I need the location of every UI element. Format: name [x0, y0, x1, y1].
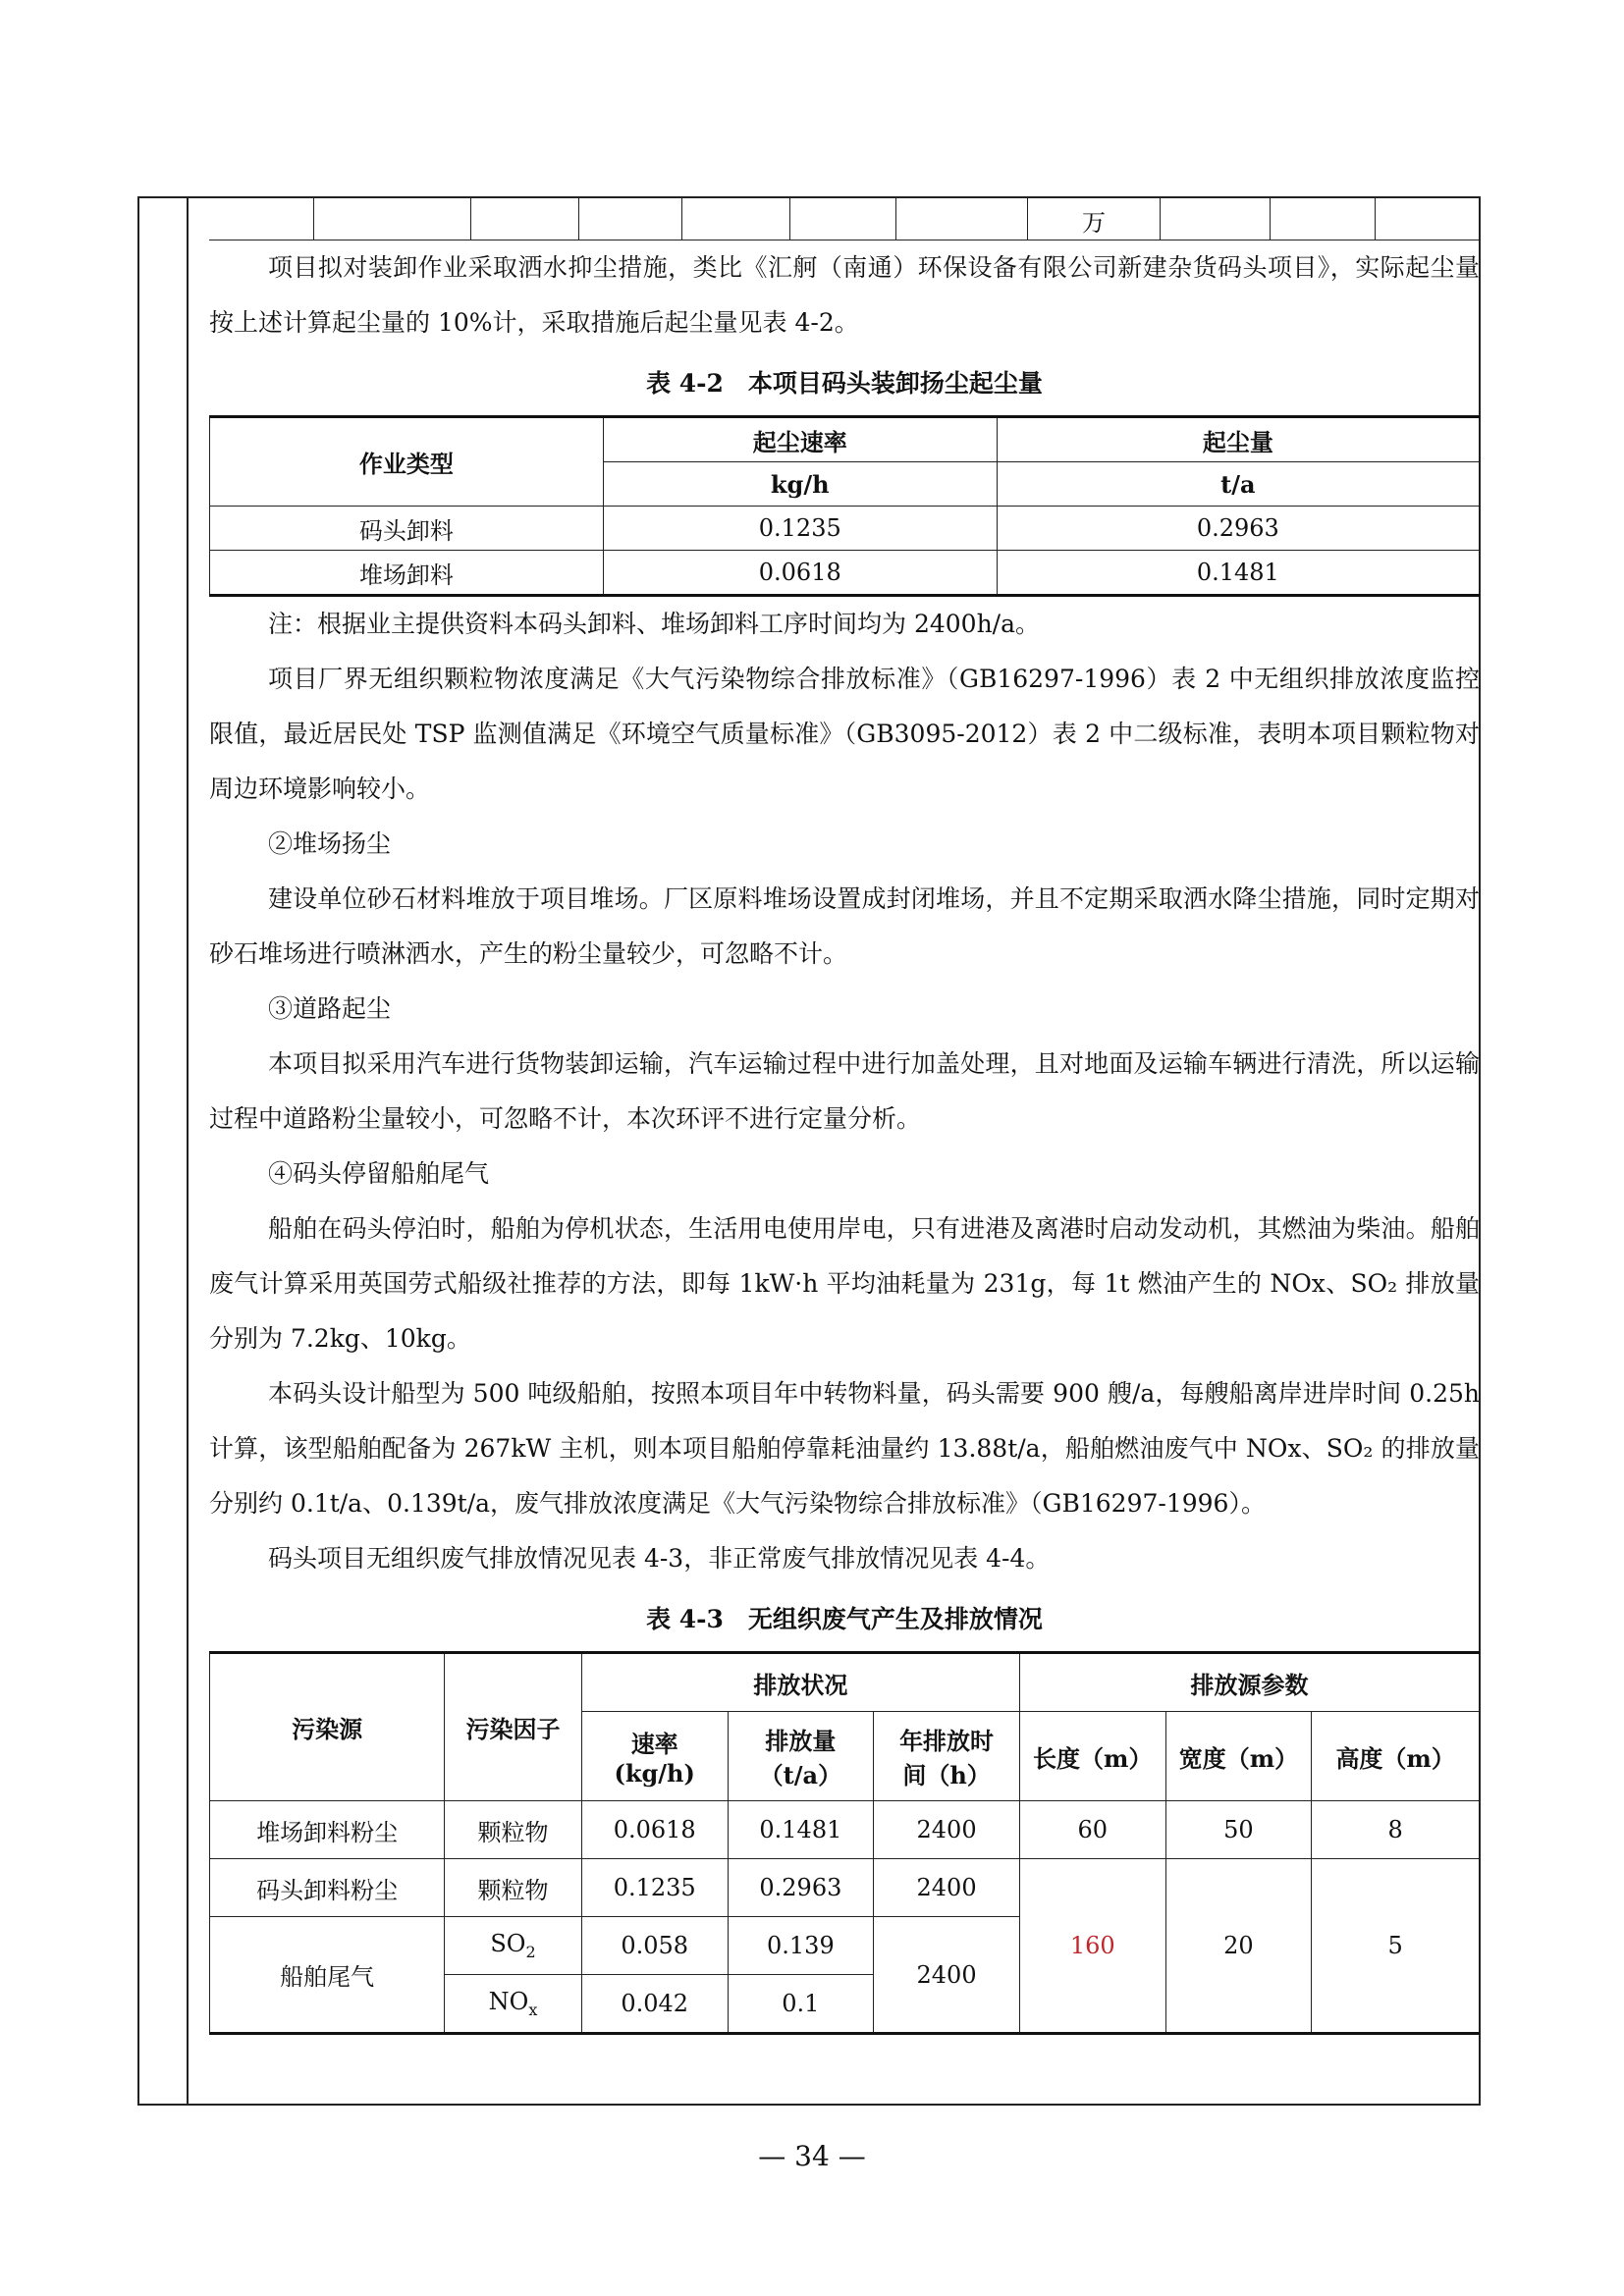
header-amount: 起尘量	[997, 417, 1479, 462]
header-length: 长度（m）	[1019, 1712, 1165, 1801]
paragraph: 项目厂界无组织颗粒物浓度满足《大气污染物综合排放标准》（GB16297-1996）表 2 中无组织排放浓度监控限值，最近居民处 TSP 监测值满足《环境空气质量标准》（GB3095-2012）表 2 中二级标准，表明本项目颗粒物对周边环境影响较小。	[209, 665, 1480, 803]
header-factor: 污染因子	[445, 1653, 582, 1801]
header-amount: 排放量 （t/a）	[728, 1712, 874, 1801]
table-row: 船舶尾气 $SO_2$ 0.058 0.139 2400	[210, 1917, 1480, 1975]
table-4-3	[209, 1651, 1480, 2035]
unit-amount: t/a	[997, 462, 1479, 507]
paragraph: 建设单位砂石材料堆放于项目堆场。厂区原料堆场设置成封闭堆场，并且不定期采取洒水降尘措施，同时定期对砂石堆场进行喷淋洒水，产生的粉尘量较少，可忽略不计。	[209, 884, 1480, 968]
header-type: 作业类型	[210, 417, 604, 507]
header-time: 年排放时 间（h）	[874, 1712, 1020, 1801]
unit-rate: kg/h	[603, 462, 997, 507]
section-heading: ④码头停留船舶尾气	[268, 1159, 490, 1188]
header-rate: 起尘速率	[603, 417, 997, 462]
page-number: — 34 —	[758, 2140, 866, 2172]
table-row: 堆场卸料粉尘 颗粒物 0.0618 0.1481 2400 60 50 8	[210, 1801, 1480, 1859]
section-heading: ③道路起尘	[268, 994, 392, 1023]
table-4-2	[209, 415, 1480, 597]
table-4-2-caption: 表 4-2 本项目码头装卸扬尘起尘量	[646, 369, 1043, 398]
table-note: 注：根据业主提供资料本码头卸料、堆场卸料工序时间均为 2400h/a。	[268, 610, 1041, 638]
header-height: 高度（m）	[1312, 1712, 1480, 1801]
left-margin-column	[187, 196, 189, 2106]
table-row: 码头卸料 0.1235 0.2963	[210, 507, 1480, 551]
paragraph: 本项目拟采用汽车进行货物装卸运输，汽车运输过程中进行加盖处理，且对地面及运输车辆进行清洗，所以运输过程中道路粉尘量较小，可忽略不计，本次环评不进行定量分析。	[209, 1049, 1480, 1133]
length-value-highlight: 160	[1019, 1859, 1165, 2034]
header-rate: 速率 (kg/h)	[581, 1712, 728, 1801]
table-row: 码头卸料粉尘 颗粒物 0.1235 0.2963 2400 160 20 5	[210, 1859, 1480, 1917]
paragraph: 码头项目无组织废气排放情况见表 4-3，非正常废气排放情况见表 4-4。	[268, 1544, 1051, 1573]
table-row: $NO_x$ 0.042 0.1	[210, 1975, 1480, 2034]
top-row-cell: 万	[1028, 196, 1161, 240]
header-width: 宽度（m）	[1165, 1712, 1312, 1801]
content-area	[209, 196, 1480, 2035]
paragraph: 船舶在码头停泊时，船舶为停机状态，生活用电使用岸电，只有进港及离港时启动发动机，其燃油为柴油。船舶废气计算采用英国劳式船级社推荐的方法，即每 1kW·h 平均油耗量为 231g，每 1t 燃油产生的 NOx、SO₂ 排放量分别为 7.2kg、10kg。	[209, 1214, 1480, 1353]
continued-table-row	[209, 196, 1480, 240]
table-4-3-caption: 表 4-3 无组织废气产生及排放情况	[646, 1605, 1043, 1633]
paragraph: 项目拟对装卸作业采取洒水抑尘措施，类比《汇舸（南通）环保设备有限公司新建杂货码头项目》，实际起尘量按上述计算起尘量的 10%计，采取措施后起尘量见表 4-2。	[209, 253, 1480, 337]
header-source: 污染源	[210, 1653, 445, 1801]
header-status: 排放状况	[581, 1653, 1019, 1712]
section-heading: ②堆场扬尘	[268, 829, 392, 858]
table-row: 堆场卸料 0.0618 0.1481	[210, 551, 1480, 596]
header-params: 排放源参数	[1019, 1653, 1479, 1712]
paragraph: 本码头设计船型为 500 吨级船舶，按照本项目年中转物料量，码头需要 900 艘/a，每艘船离岸进岸时间 0.25h 计算，该型船舶配备为 267kW 主机，则本项目船舶停靠耗油量约 13.88t/a，船舶燃油废气中 NOx、SO₂ 的排放量分别约 0.1t/a、0.139t/a，废气排放浓度满足《大气污染物综合排放标准》（GB16297-1996）。	[209, 1379, 1480, 1518]
